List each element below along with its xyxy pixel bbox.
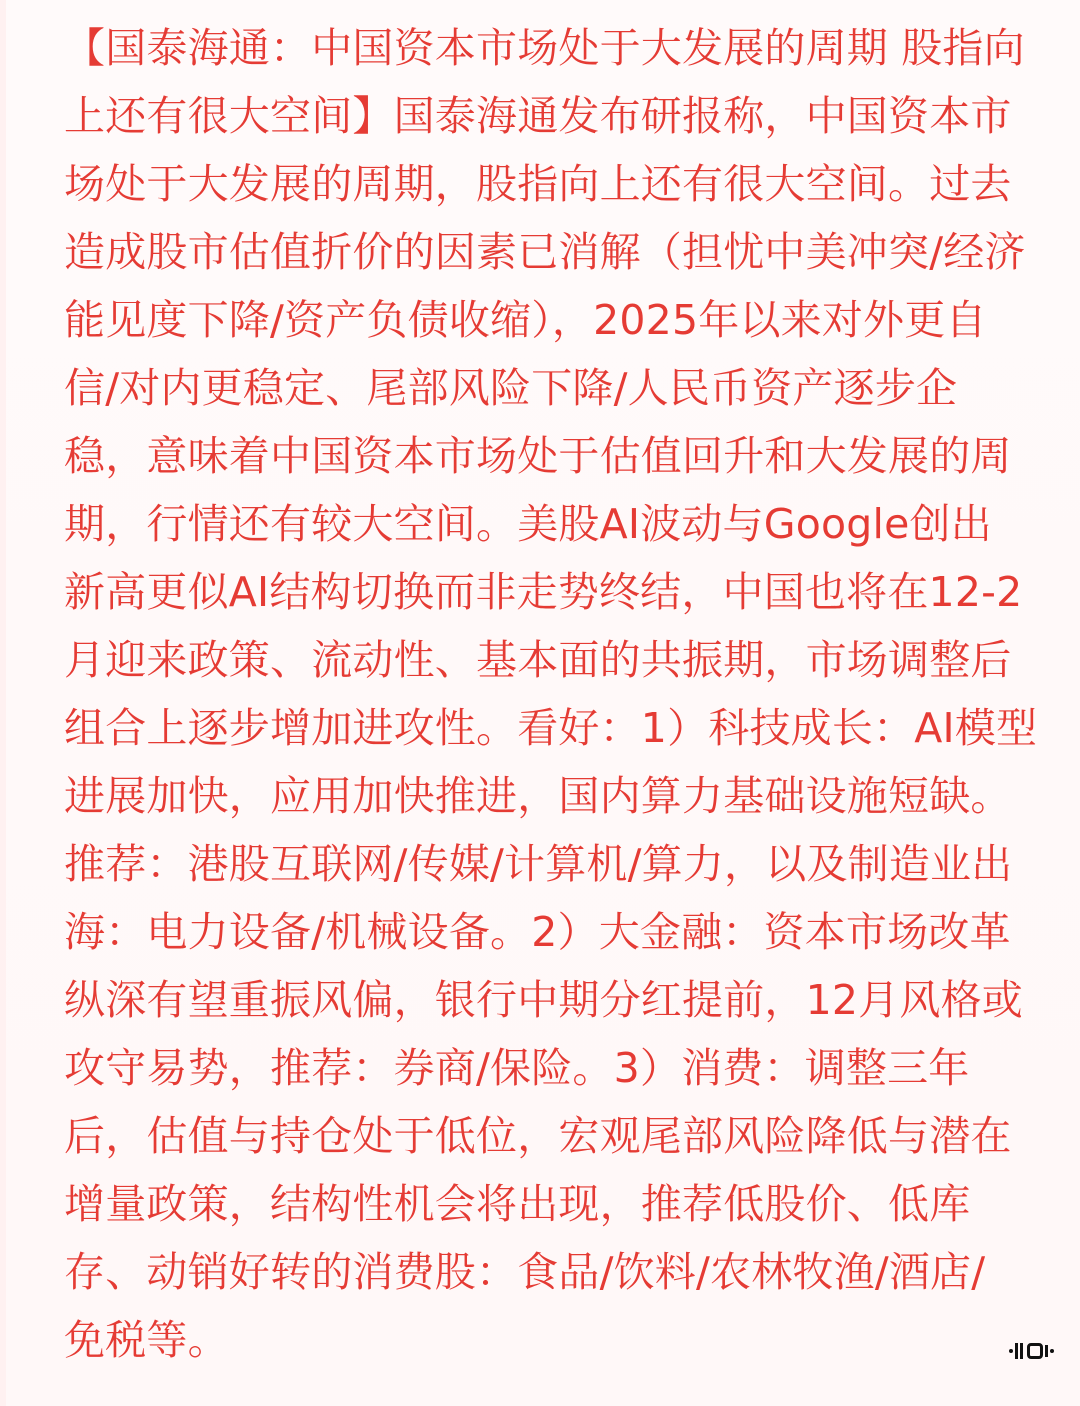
watermark-dot — [1009, 1349, 1013, 1353]
watermark-box — [1027, 1343, 1043, 1359]
article-line: 海：电力设备/机械设备。2）大金融：资本市场改革 — [64, 908, 1011, 956]
article-line: 能见度下降/资产负债收缩），2025年以来对外更自 — [64, 296, 987, 344]
article-line: 信/对内更稳定、尾部风险下降/人民币资产逐步企 — [64, 364, 958, 412]
watermark-bar — [1045, 1345, 1048, 1357]
article-line: 场处于大发展的周期，股指向上还有很大空间。过去 — [64, 160, 1012, 208]
article-line: 【国泰海通：中国资本市场处于大发展的周期 股指向 — [64, 24, 1025, 72]
watermark-bar — [1020, 1343, 1023, 1359]
article-line: 增量政策，结构性机会将出现，推荐低股价、低库 — [64, 1180, 971, 1228]
article-line: 纵深有望重振风偏，银行中期分红提前，12月风格或 — [64, 976, 1023, 1024]
article-line: 免税等。 — [64, 1316, 229, 1364]
left-edge — [0, 0, 6, 1406]
article-line: 存、动销好转的消费股：食品/饮料/农林牧渔/酒店/ — [64, 1248, 986, 1296]
article-line: 造成股市估值折价的因素已消解（担忧中美冲突/经济 — [64, 228, 1026, 276]
watermark-bar — [1015, 1343, 1018, 1359]
article-line: 进展加快，应用加快推进，国内算力基础设施短缺。 — [64, 772, 1012, 820]
watermark-dot — [1050, 1349, 1054, 1353]
article-line: 攻守易势，推荐：券商/保险。3）消费：调整三年 — [64, 1044, 970, 1092]
article-line: 稳，意味着中国资本市场处于估值回升和大发展的周 — [64, 432, 1012, 480]
news-article — [64, 14, 1054, 1374]
article-line: 期，行情还有较大空间。美股AI波动与Google创出 — [64, 500, 992, 548]
article-line: 组合上逐步增加进攻性。看好：1）科技成长：AI模型 — [64, 704, 1038, 752]
article-line: 后，估值与持仓处于低位，宏观尾部风险降低与潜在 — [64, 1112, 1012, 1160]
source-watermark-icon — [1009, 1340, 1054, 1362]
article-line: 上还有很大空间】国泰海通发布研报称，中国资本市 — [64, 92, 1012, 140]
article-line: 月迎来政策、流动性、基本面的共振期，市场调整后 — [64, 636, 1012, 684]
article-line: 新高更似AI结构切换而非走势终结，中国也将在12-2 — [64, 568, 1023, 616]
article-line: 推荐：港股互联网/传媒/计算机/算力，以及制造业出 — [64, 840, 1013, 888]
